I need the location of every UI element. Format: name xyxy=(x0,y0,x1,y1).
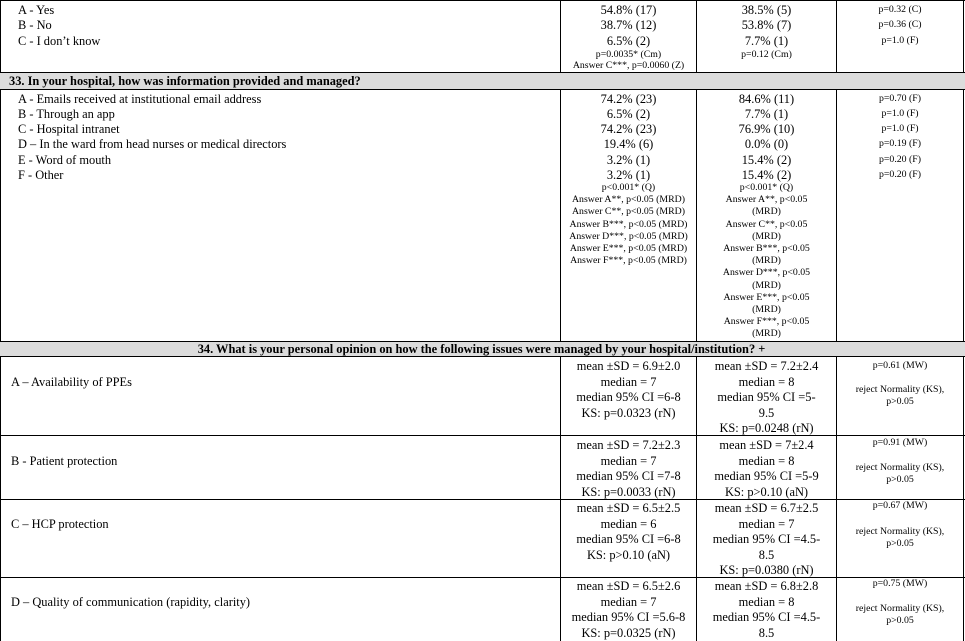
row-label: C - I don’t know xyxy=(18,34,101,48)
group1-stat: median 95% CI =7-8 xyxy=(576,469,681,483)
group2-stat: 8.5 xyxy=(758,547,775,562)
group2-stat: (MRD) xyxy=(752,230,781,242)
group2-stat: mean ±SD = 7.2±2.4 xyxy=(714,359,819,373)
group2-stat: median = 8 xyxy=(738,374,795,389)
group1-stat: median 95% CI =6-8 xyxy=(576,390,681,404)
group1-stat: mean ±SD = 6.5±2.6 xyxy=(576,579,681,593)
group2-value: 7.7% (1) xyxy=(744,34,789,48)
group1-stat: Answer A**, p<0.05 (MRD) xyxy=(571,194,685,206)
group1-stat: KS: p>0.10 (aN) xyxy=(586,547,671,562)
group1-value: 6.5% (2) xyxy=(606,34,651,48)
group2-stats xyxy=(697,182,836,341)
group1-stat: Answer F***, p<0.05 (MRD) xyxy=(570,255,687,267)
group2-value: 7.7% (1) xyxy=(744,107,789,121)
normality-p: p>0.05 xyxy=(886,538,914,549)
group1-stat: Answer B***, p<0.05 (MRD) xyxy=(569,218,688,230)
group2-stat: median = 8 xyxy=(738,453,795,468)
group1-stats xyxy=(561,579,696,641)
group2-stat: (MRD) xyxy=(752,328,781,340)
group1-value: 74.2% (23) xyxy=(600,122,657,136)
group2-value: 76.9% (10) xyxy=(738,122,795,136)
group2-stat: (MRD) xyxy=(752,304,781,316)
group2-stat: median 95% CI =5- xyxy=(717,390,816,404)
p-value: p=0.19 (F) xyxy=(879,138,921,149)
group1-value: 54.8% (17) xyxy=(600,3,657,17)
group1-stat: median = 7 xyxy=(600,374,657,389)
section-title: 33. In your hospital, how was information provided and managed? xyxy=(9,74,361,88)
row-label: F - Other xyxy=(18,168,64,182)
row-divider xyxy=(0,577,965,578)
group2-stat: 9.5 xyxy=(758,405,775,420)
group2-stat: Answer A**, p<0.05 xyxy=(725,194,808,206)
group1-value: 6.5% (2) xyxy=(606,107,651,121)
group1-stat: Answer C**, p<0.05 (MRD) xyxy=(571,206,685,218)
row-divider xyxy=(0,499,965,500)
group1-stat: median = 7 xyxy=(600,453,657,468)
section-header-q34 xyxy=(0,341,965,357)
table-right-border xyxy=(963,0,964,641)
group1-value: 38.7% (12) xyxy=(600,18,657,32)
group1-stats xyxy=(561,182,696,267)
group2-stat: median = 7 xyxy=(738,516,795,531)
p-value: p=0.91 (MW) xyxy=(872,437,928,448)
group2-stat: p=0.12 (Cm) xyxy=(741,49,792,60)
row-label: A - Yes xyxy=(18,3,55,17)
group2-stat: mean ±SD = 6.7±2.5 xyxy=(714,501,819,515)
row-label: D – In the ward from head nurses or medical directors xyxy=(18,137,287,151)
normality-note: reject Normality (KS), xyxy=(855,462,945,473)
normality-p: p>0.05 xyxy=(886,396,914,407)
group1-stats xyxy=(561,359,696,421)
p-value: p=0.70 (F) xyxy=(879,93,921,104)
group1-stat: mean ±SD = 7.2±2.3 xyxy=(576,438,681,452)
p-value: p=1.0 (F) xyxy=(881,123,919,134)
group2-value: 15.4% (2) xyxy=(741,153,792,167)
p-value: p=0.61 (MW) xyxy=(872,360,928,371)
row-label: A - Emails received at institutional email address xyxy=(18,92,262,106)
group2-stat: (MRD) xyxy=(752,255,781,267)
group2-stat: 8.5 xyxy=(758,625,775,640)
row-label: A – Availability of PPEs xyxy=(11,375,132,389)
group1-stats xyxy=(561,438,696,500)
row-label: C – HCP protection xyxy=(11,517,109,531)
group2-stat: KS: p=0.0248 (rN) xyxy=(719,421,814,435)
group2-stat: KS: p=0.0380 (rN) xyxy=(719,563,814,577)
group2-stat: Answer F***, p<0.05 xyxy=(723,316,810,328)
group1-stat: Answer E***, p<0.05 (MRD) xyxy=(569,243,688,255)
group2-value: 84.6% (11) xyxy=(738,92,795,106)
group2-stat: Answer E***, p<0.05 xyxy=(723,291,810,303)
group2-value: 53.8% (7) xyxy=(741,18,792,32)
group2-stat: median 95% CI =4.5- xyxy=(712,610,821,624)
group2-stat: median = 8 xyxy=(738,594,795,609)
group1-stat: median 95% CI =5.6-8 xyxy=(571,610,686,624)
group2-stat: median 95% CI =5-9 xyxy=(714,469,819,483)
group1-stat: KS: p=0.0033 (rN) xyxy=(581,484,676,499)
p-value: p=1.0 (F) xyxy=(881,35,919,46)
normality-note: reject Normality (KS), xyxy=(855,384,945,395)
group2-stat: Answer B***, p<0.05 xyxy=(723,243,810,255)
group1-stat: p=0.0035* (Cm) xyxy=(595,49,662,60)
p-value: p=1.0 (F) xyxy=(881,108,919,119)
group2-value: 0.0% (0) xyxy=(744,137,789,151)
group2-stats xyxy=(697,579,836,641)
group1-stat: median 95% CI =6-8 xyxy=(576,532,681,546)
group1-stat: KS: p=0.0323 (rN) xyxy=(581,405,676,420)
row-label: B - Patient protection xyxy=(11,454,118,468)
section-title: 34. What is your personal opinion on how the following issues were managed by your hospital/institution? + xyxy=(197,342,766,356)
row-label: B - Through an app xyxy=(18,107,115,121)
group1-stat: mean ±SD = 6.5±2.5 xyxy=(576,501,681,515)
group1-stat: median = 7 xyxy=(600,594,657,609)
group2-stat: Answer D***, p<0.05 xyxy=(722,267,811,279)
group1-stat: p<0.001* (Q) xyxy=(601,182,656,193)
p-value: p=0.36 (C) xyxy=(878,19,922,30)
normality-note: reject Normality (KS), xyxy=(855,603,945,614)
row-label: B - No xyxy=(18,18,52,32)
group1-value: 74.2% (23) xyxy=(600,92,657,106)
normality-p: p>0.05 xyxy=(886,615,914,626)
p-value: p=0.20 (F) xyxy=(879,154,921,165)
group2-stat: mean ±SD = 7±2.4 xyxy=(719,438,814,452)
row-divider xyxy=(0,435,965,436)
normality-note: reject Normality (KS), xyxy=(855,526,945,537)
normality-p: p>0.05 xyxy=(886,474,914,485)
p-value: p=0.75 (MW) xyxy=(872,578,928,589)
group2-stat: Answer C**, p<0.05 xyxy=(725,218,808,230)
table-top-border xyxy=(0,0,965,1)
group2-stats xyxy=(697,359,836,437)
section-header-q33 xyxy=(0,72,965,90)
group1-value: 3.2% (1) xyxy=(606,153,651,167)
group2-stat: p<0.001* (Q) xyxy=(739,182,794,193)
group2-stat: (MRD) xyxy=(752,279,781,291)
p-value: p=0.67 (MW) xyxy=(872,500,928,511)
group2-stats xyxy=(697,501,836,579)
group1-stat: Answer C***, p=0.0060 (Z) xyxy=(572,60,685,71)
group1-stat: KS: p=0.0325 (rN) xyxy=(581,625,676,640)
group1-stats xyxy=(561,501,696,563)
row-label: E - Word of mouth xyxy=(18,153,112,167)
group1-stat: median = 6 xyxy=(600,516,657,531)
row-label: D – Quality of communication (rapidity, clarity) xyxy=(11,595,251,609)
p-value: p=0.32 (C) xyxy=(878,4,922,15)
group2-stats xyxy=(697,438,836,500)
group2-stat: median 95% CI =4.5- xyxy=(712,532,821,546)
row-label: C - Hospital intranet xyxy=(18,122,120,136)
group1-value: 19.4% (6) xyxy=(603,137,654,151)
p-value: p=0.20 (F) xyxy=(879,169,921,180)
group1-value: 3.2% (1) xyxy=(606,168,651,182)
group1-stat: mean ±SD = 6.9±2.0 xyxy=(576,359,681,373)
group2-stat: KS: p>0.10 (aN) xyxy=(724,484,809,499)
table-left-border xyxy=(0,0,1,641)
group2-stat: mean ±SD = 6.8±2.8 xyxy=(714,579,819,593)
group2-stat: (MRD) xyxy=(752,206,781,218)
group2-value: 15.4% (2) xyxy=(741,168,792,182)
group1-stat: Answer D***, p<0.05 (MRD) xyxy=(569,230,688,242)
group2-value: 38.5% (5) xyxy=(741,3,792,17)
